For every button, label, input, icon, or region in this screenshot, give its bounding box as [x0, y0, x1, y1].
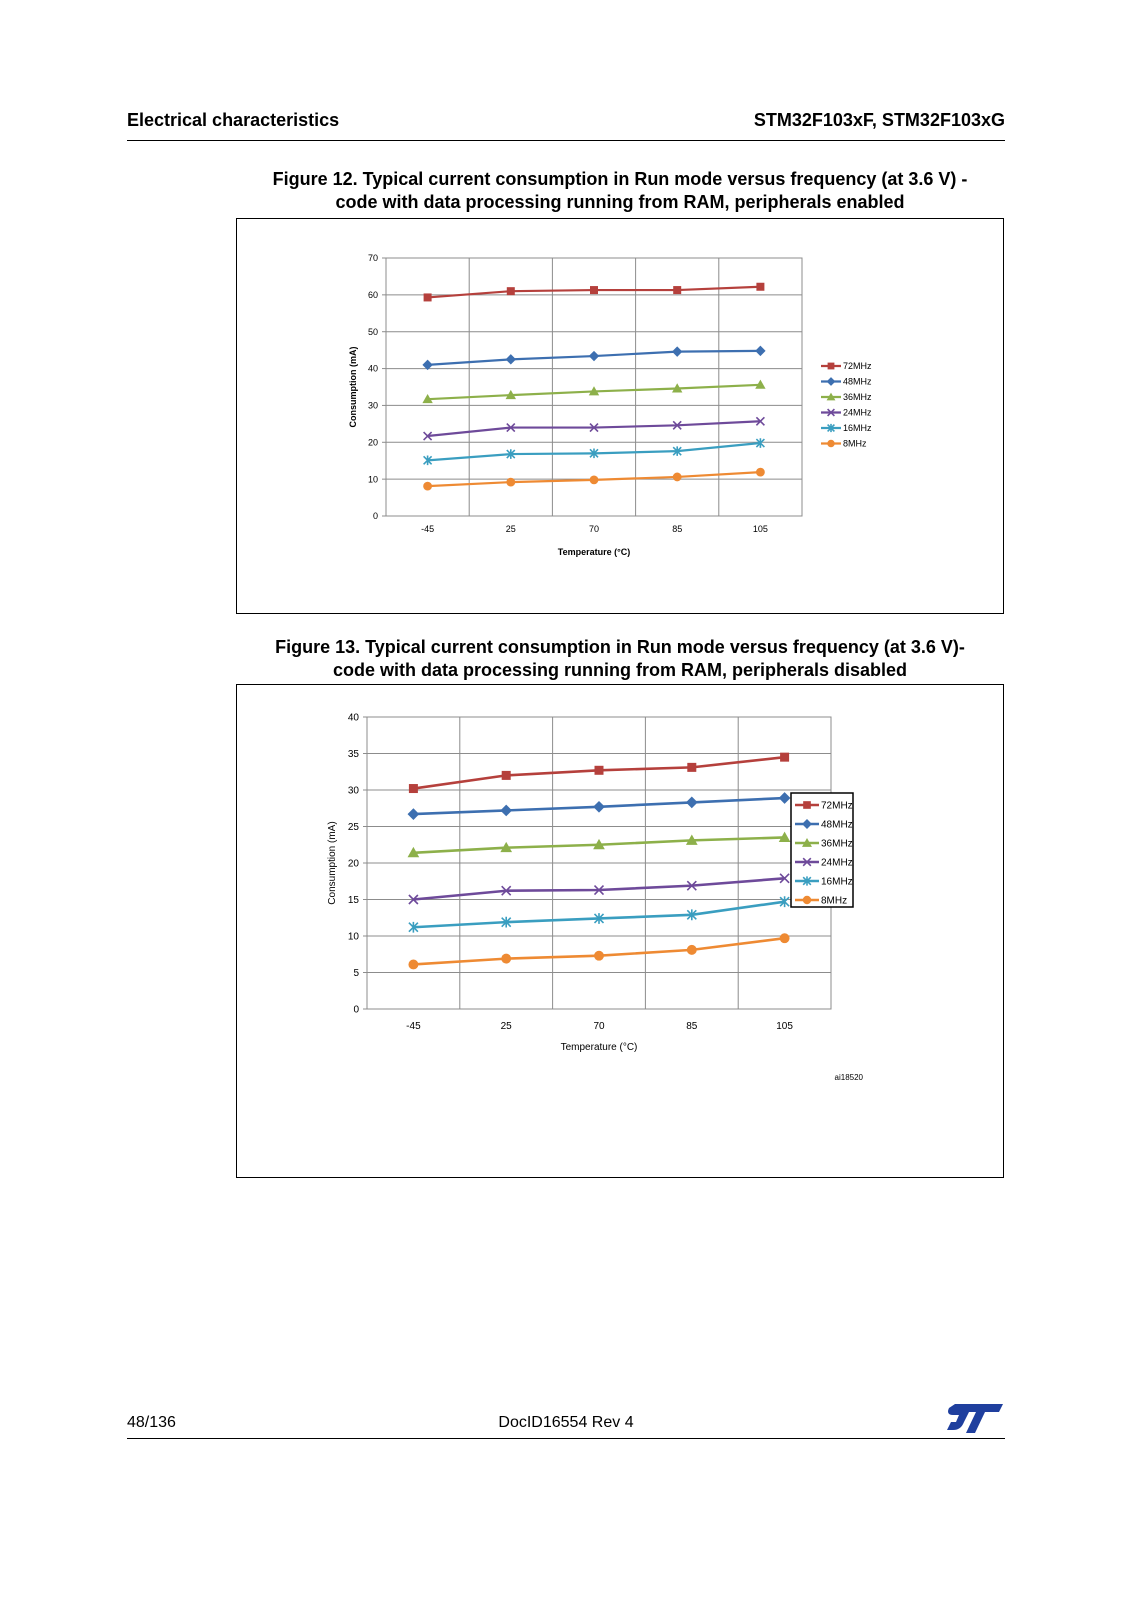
x-tick-label: 85: [686, 1021, 698, 1032]
document-id: DocID16554 Rev 4: [498, 1414, 634, 1431]
x-tick-label: 85: [672, 524, 683, 534]
legend-marker-48mhz: [827, 377, 836, 386]
data-point-72mhz: [687, 763, 696, 772]
legend-label: 24MHz: [843, 407, 872, 418]
figure-13-caption-line2: code with data processing running from RAM, peripherals disabled: [332, 660, 908, 680]
y-tick-label: 10: [347, 931, 359, 943]
legend-marker-72mhz: [803, 801, 811, 809]
y-tick-label: 70: [367, 253, 378, 264]
y-tick-label: 25: [347, 822, 359, 833]
x-axis-title: Temperature (°C): [557, 547, 631, 557]
legend-marker-8mhz: [827, 440, 834, 447]
y-axis-title: Consumption (mA): [348, 346, 358, 428]
x-tick-label: 70: [588, 524, 600, 534]
data-point-72mhz: [673, 286, 681, 294]
data-point-8mhz: [590, 475, 599, 484]
legend-label: 48MHz: [821, 819, 853, 831]
figure-13-caption: [235, 636, 1005, 682]
legend-label: 36MHz: [821, 838, 853, 850]
data-point-8mhz: [687, 945, 697, 955]
figure-12-caption-line1: Figure 12. Typical current consumption in Run mode versus frequency (at 3.6 V) -: [272, 169, 968, 189]
figure-12-caption: [235, 168, 1005, 214]
legend-label: 16MHz: [843, 423, 872, 434]
y-tick-label: 50: [367, 326, 378, 337]
footer-divider: [127, 1438, 1005, 1439]
legend-label: 48MHz: [843, 376, 872, 387]
y-axis-title: Consumption (mA): [327, 821, 338, 905]
y-tick-label: 15: [347, 895, 359, 906]
x-tick-label: -45: [406, 1021, 421, 1032]
st-logo-icon: [945, 1400, 1005, 1436]
figure-12-chart-frame: [236, 218, 1004, 614]
y-tick-label: 30: [347, 785, 359, 797]
y-tick-label: 20: [367, 437, 378, 448]
y-tick-label: 0: [353, 1004, 359, 1016]
y-tick-label: 20: [347, 858, 359, 870]
data-point-72mhz: [424, 293, 432, 301]
x-tick-label: 25: [505, 524, 516, 534]
x-tick-label: 70: [593, 1021, 605, 1032]
data-point-72mhz: [590, 286, 598, 294]
legend-marker-8mhz: [803, 896, 811, 904]
data-point-8mhz: [756, 468, 765, 477]
data-point-72mhz: [756, 283, 764, 291]
data-point-8mhz: [501, 954, 511, 964]
y-tick-label: 40: [347, 712, 359, 724]
header-product-title: STM32F103xF, STM32F103xG: [753, 110, 1005, 130]
data-point-72mhz: [502, 771, 511, 780]
data-point-72mhz: [507, 287, 515, 295]
legend-label: 72MHz: [843, 361, 872, 372]
y-tick-label: 35: [347, 749, 359, 760]
data-point-72mhz: [409, 784, 418, 793]
data-point-8mhz: [423, 482, 432, 491]
x-axis-title: Temperature (°C): [560, 1042, 638, 1053]
figure-13-chart-frame: [236, 684, 1004, 1178]
legend-label: 8MHz: [843, 438, 867, 449]
data-point-8mhz: [506, 478, 515, 487]
legend-label: 72MHz: [821, 800, 853, 812]
figure-13-caption-line1: Figure 13. Typical current consumption in Run mode versus frequency (at 3.6 V)-: [275, 637, 965, 657]
x-tick-label: 105: [752, 524, 768, 534]
legend-marker-72mhz: [828, 363, 835, 370]
x-tick-label: 105: [776, 1021, 793, 1032]
figure-reference-code: ai18520: [834, 1073, 863, 1082]
data-point-8mhz: [408, 960, 418, 970]
y-tick-label: 60: [367, 290, 378, 301]
data-point-8mhz: [673, 473, 682, 482]
y-tick-label: 30: [367, 400, 378, 411]
legend-label: 24MHz: [821, 857, 853, 869]
figure-12-caption-line2: code with data processing running from RAM, peripherals enabled: [335, 192, 905, 212]
page-number: 48/136: [127, 1414, 176, 1431]
data-point-72mhz: [595, 766, 604, 775]
figure-12-chart: [237, 219, 1005, 615]
header-section-title: Electrical characteristics: [127, 110, 340, 130]
x-tick-label: 25: [500, 1021, 512, 1032]
data-point-72mhz: [780, 753, 789, 762]
x-tick-label: -45: [421, 524, 435, 534]
y-tick-label: 10: [367, 474, 378, 485]
y-tick-label: 0: [372, 511, 378, 522]
figure-13-chart: [237, 685, 1005, 1179]
y-tick-label: 5: [353, 968, 359, 979]
data-point-8mhz: [780, 933, 790, 943]
data-point-8mhz: [594, 951, 604, 961]
header-divider: [127, 140, 1005, 141]
legend-label: 36MHz: [843, 392, 872, 403]
y-tick-label: 40: [367, 363, 378, 374]
legend-label: 16MHz: [821, 876, 853, 888]
legend-label: 8MHz: [821, 895, 848, 907]
